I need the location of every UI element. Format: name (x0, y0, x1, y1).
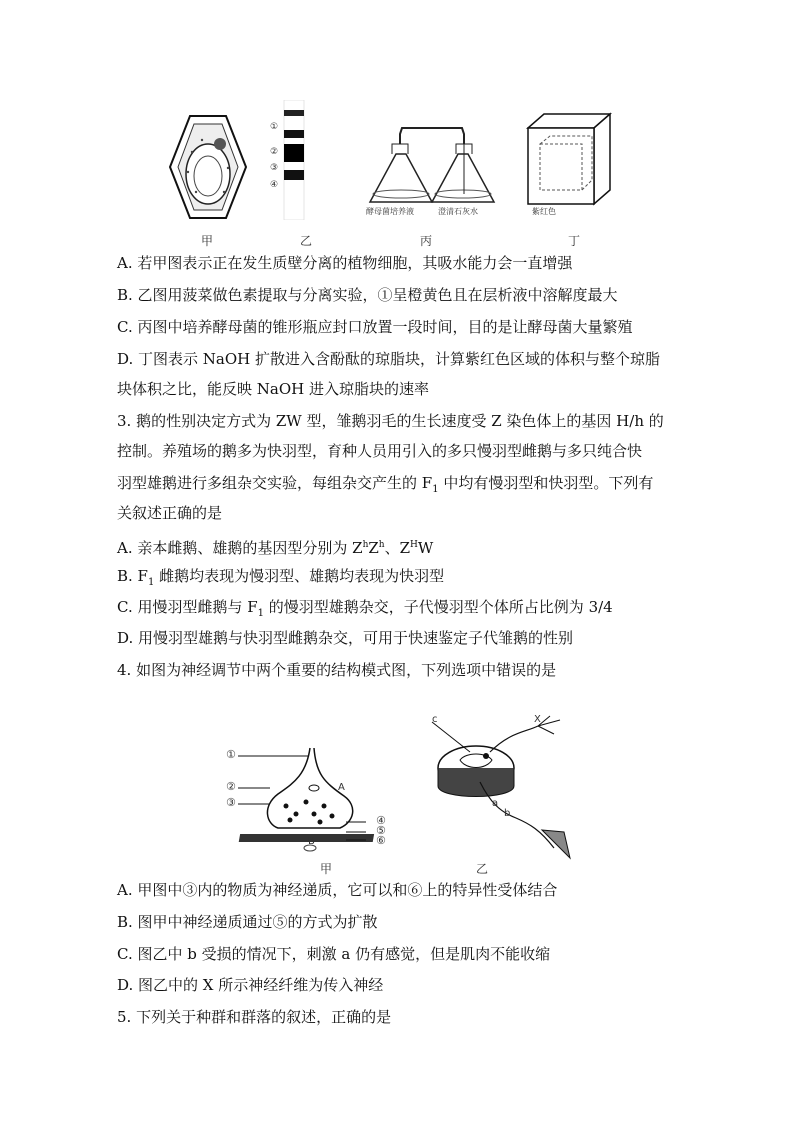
reflex-letter-c: c (432, 714, 438, 725)
figure-reflex-yi (430, 712, 590, 862)
q3-stem-line2: 控制。养殖场的鹅多为快羽型，育种人员用引入的多只慢羽型雌鹅与多只纯合快 (117, 442, 643, 460)
reflex-letter-a: a (492, 798, 499, 809)
q3-option-d: D. 用慢羽型雄鹅与快羽型雌鹅杂交，可用于快速鉴定子代雏鹅的性别 (117, 629, 574, 647)
caption-ding: 丁 (568, 234, 581, 248)
q2-option-d: D. 丁图表示 NaOH 扩散进入含酚酞的琼脂块，计算紫红色区域的体积与整个琼脂 (117, 350, 661, 368)
q4-option-b: B. 图甲中神经递质通过⑤的方式为扩散 (117, 913, 378, 931)
synapse-mark-5: ⑤ (376, 824, 386, 837)
synapse-mark-2: ② (226, 780, 236, 793)
bing-label-yeast: 酵母菌培养液 (366, 207, 414, 216)
caption-synapse-jia: 甲 (320, 862, 333, 876)
q5-stem: 5. 下列关于种群和群落的叙述，正确的是 (117, 1008, 392, 1026)
figure-bing (362, 114, 502, 224)
synapse-mark-1: ① (226, 748, 236, 761)
q4-option-a: A. 甲图中③内的物质为神经递质，它可以和⑥上的特异性受体结合 (117, 881, 558, 899)
caption-reflex-yi: 乙 (476, 862, 489, 876)
q3-option-c: C. 用慢羽型雌鹅与 $F_1$ 的慢羽型雄鹅杂交，子代慢羽型个体所占比例为 3/4 (117, 598, 613, 619)
synapse-mark-6: ⑥ (376, 834, 386, 847)
bing-label-limewater: 澄清石灰水 (438, 207, 478, 216)
reflex-letter-b: b (504, 808, 511, 819)
q3-option-b: B. $F_1$ 雌鹅均表现为慢羽型、雄鹅均表现为快羽型 (117, 567, 445, 588)
q2-option-c: C. 丙图中培养酵母菌的锥形瓶应封口放置一段时间，目的是让酵母菌大量繁殖 (117, 318, 633, 336)
q4-option-c: C. 图乙中 b 受损的情况下，刺激 a 仍有感觉，但是肌肉不能收缩 (117, 945, 551, 963)
synapse-letter-b: B (308, 836, 315, 847)
synapse-letter-a: A (338, 782, 345, 793)
q3-stem-line4: 关叙述正确的是 (117, 504, 223, 522)
ding-label: 紫红色 (532, 207, 556, 216)
caption-jia: 甲 (201, 234, 214, 248)
q3-stem-line1: 3. 鹅的性别决定方式为 ZW 型，雏鹅羽毛的生长速度受 Z 染色体上的基因 H/h 的 (117, 412, 664, 430)
figure-synapse-jia (226, 744, 396, 854)
q3-stem-line3: 羽型雄鹅进行多组杂交实验，每组杂交产生的 $F_1$ 中均有慢羽型和快羽型。下列有 (117, 474, 654, 495)
q3-option-a: A. 亲本雌鹅、雄鹅的基因型分别为 $Z^hZ^h$、$Z^HW$ (117, 539, 434, 557)
caption-bing: 丙 (420, 234, 433, 248)
yi-mark-3: ③ (270, 163, 279, 173)
q2-option-a: A. 若甲图表示正在发生质壁分离的植物细胞，其吸水能力会一直增强 (117, 254, 573, 272)
caption-yi: 乙 (300, 234, 313, 248)
figure-jia (168, 112, 248, 222)
synapse-mark-4: ④ (376, 814, 386, 827)
figure-ding (524, 108, 614, 218)
q4-stem: 4. 如图为神经调节中两个重要的结构模式图，下列选项中错误的是 (117, 661, 557, 679)
q2-option-b: B. 乙图用菠菜做色素提取与分离实验，①呈橙黄色且在层析液中溶解度最大 (117, 286, 618, 304)
yi-mark-1: ① (270, 122, 279, 132)
q4-option-d: D. 图乙中的 X 所示神经纤维为传入神经 (117, 976, 384, 994)
q2-option-d-cont: 块体积之比，能反映 NaOH 进入琼脂块的速率 (117, 380, 429, 398)
synapse-mark-3: ③ (226, 796, 236, 809)
yi-mark-2: ② (270, 147, 279, 157)
yi-mark-4: ④ (270, 180, 279, 190)
reflex-letter-x: X (534, 714, 541, 725)
figure-yi (268, 100, 328, 220)
